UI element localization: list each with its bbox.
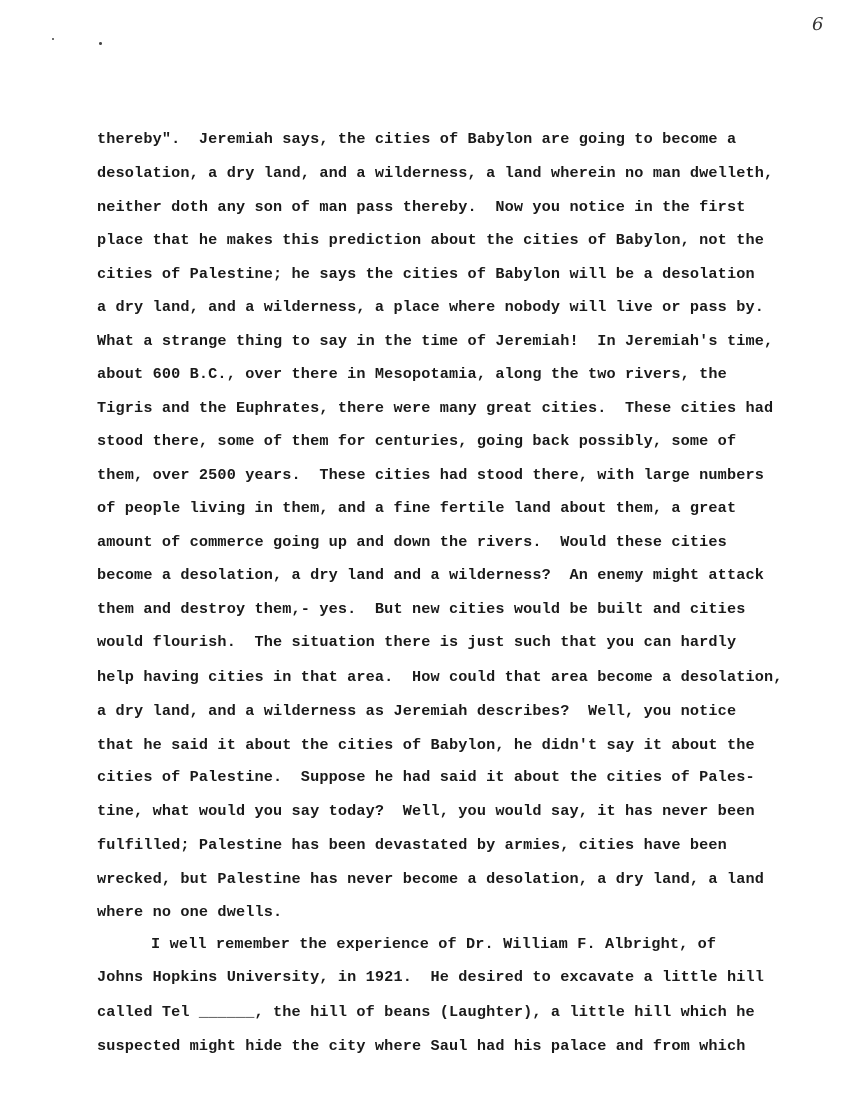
text-line: them, over 2500 years. These cities had stood there, with large numbers — [97, 466, 765, 484]
text-line: a dry land, and a wilderness, a place where nobody will live or pass by. — [97, 298, 765, 316]
text-line: about 600 B.C., over there in Mesopotamia, along the two rivers, the — [97, 365, 727, 383]
text-line: that he said it about the cities of Babylon, he didn't say it about the — [97, 736, 755, 754]
text-line: thereby". Jeremiah says, the cities of Babylon are going to become a — [97, 130, 737, 148]
text-line: What a strange thing to say in the time of Jeremiah! In Jeremiah's time, — [97, 332, 774, 350]
text-line: help having cities in that area. How could that area become a desolation, — [97, 668, 783, 686]
page-number: 6 — [812, 14, 824, 35]
text-line: suspected might hide the city where Saul had his palace and from which — [97, 1037, 746, 1055]
text-line: tine, what would you say today? Well, you would say, it has never been — [97, 802, 755, 820]
text-line: desolation, a dry land, and a wilderness, a land wherein no man dwelleth, — [97, 164, 774, 182]
text-line: become a desolation, a dry land and a wilderness? An enemy might attack — [97, 566, 765, 584]
scan-speck — [99, 42, 102, 45]
text-line: fulfilled; Palestine has been devastated by armies, cities have been — [97, 836, 727, 854]
text-line: cities of Palestine. Suppose he had said it about the cities of Pales- — [97, 768, 755, 786]
text-line: them and destroy them,- yes. But new cities would be built and cities — [97, 600, 746, 618]
text-line: Johns Hopkins University, in 1921. He desired to excavate a little hill — [97, 968, 765, 986]
text-line: place that he makes this prediction about the cities of Babylon, not the — [97, 231, 765, 249]
text-line: cities of Palestine; he says the cities of Babylon will be a desolation — [97, 265, 755, 283]
text-line: neither doth any son of man pass thereby. Now you notice in the first — [97, 198, 746, 216]
text-line: stood there, some of them for centuries, going back possibly, some of — [97, 432, 737, 450]
text-line: Tigris and the Euphrates, there were many great cities. These cities had — [97, 399, 774, 417]
text-line: where no one dwells. — [97, 903, 283, 921]
text-line: called Tel ______, the hill of beans (Laughter), a little hill which he — [97, 1003, 755, 1021]
text-line: would flourish. The situation there is just such that you can hardly — [97, 633, 737, 651]
text-line: amount of commerce going up and down the rivers. Would these cities — [97, 533, 727, 551]
scan-speck — [52, 38, 54, 40]
text-line: I well remember the experience of Dr. William F. Albright, of — [114, 935, 717, 953]
text-line: a dry land, and a wilderness as Jeremiah describes? Well, you notice — [97, 702, 737, 720]
text-line: of people living in them, and a fine fertile land about them, a great — [97, 499, 737, 517]
text-line: wrecked, but Palestine has never become a desolation, a dry land, a land — [97, 870, 765, 888]
